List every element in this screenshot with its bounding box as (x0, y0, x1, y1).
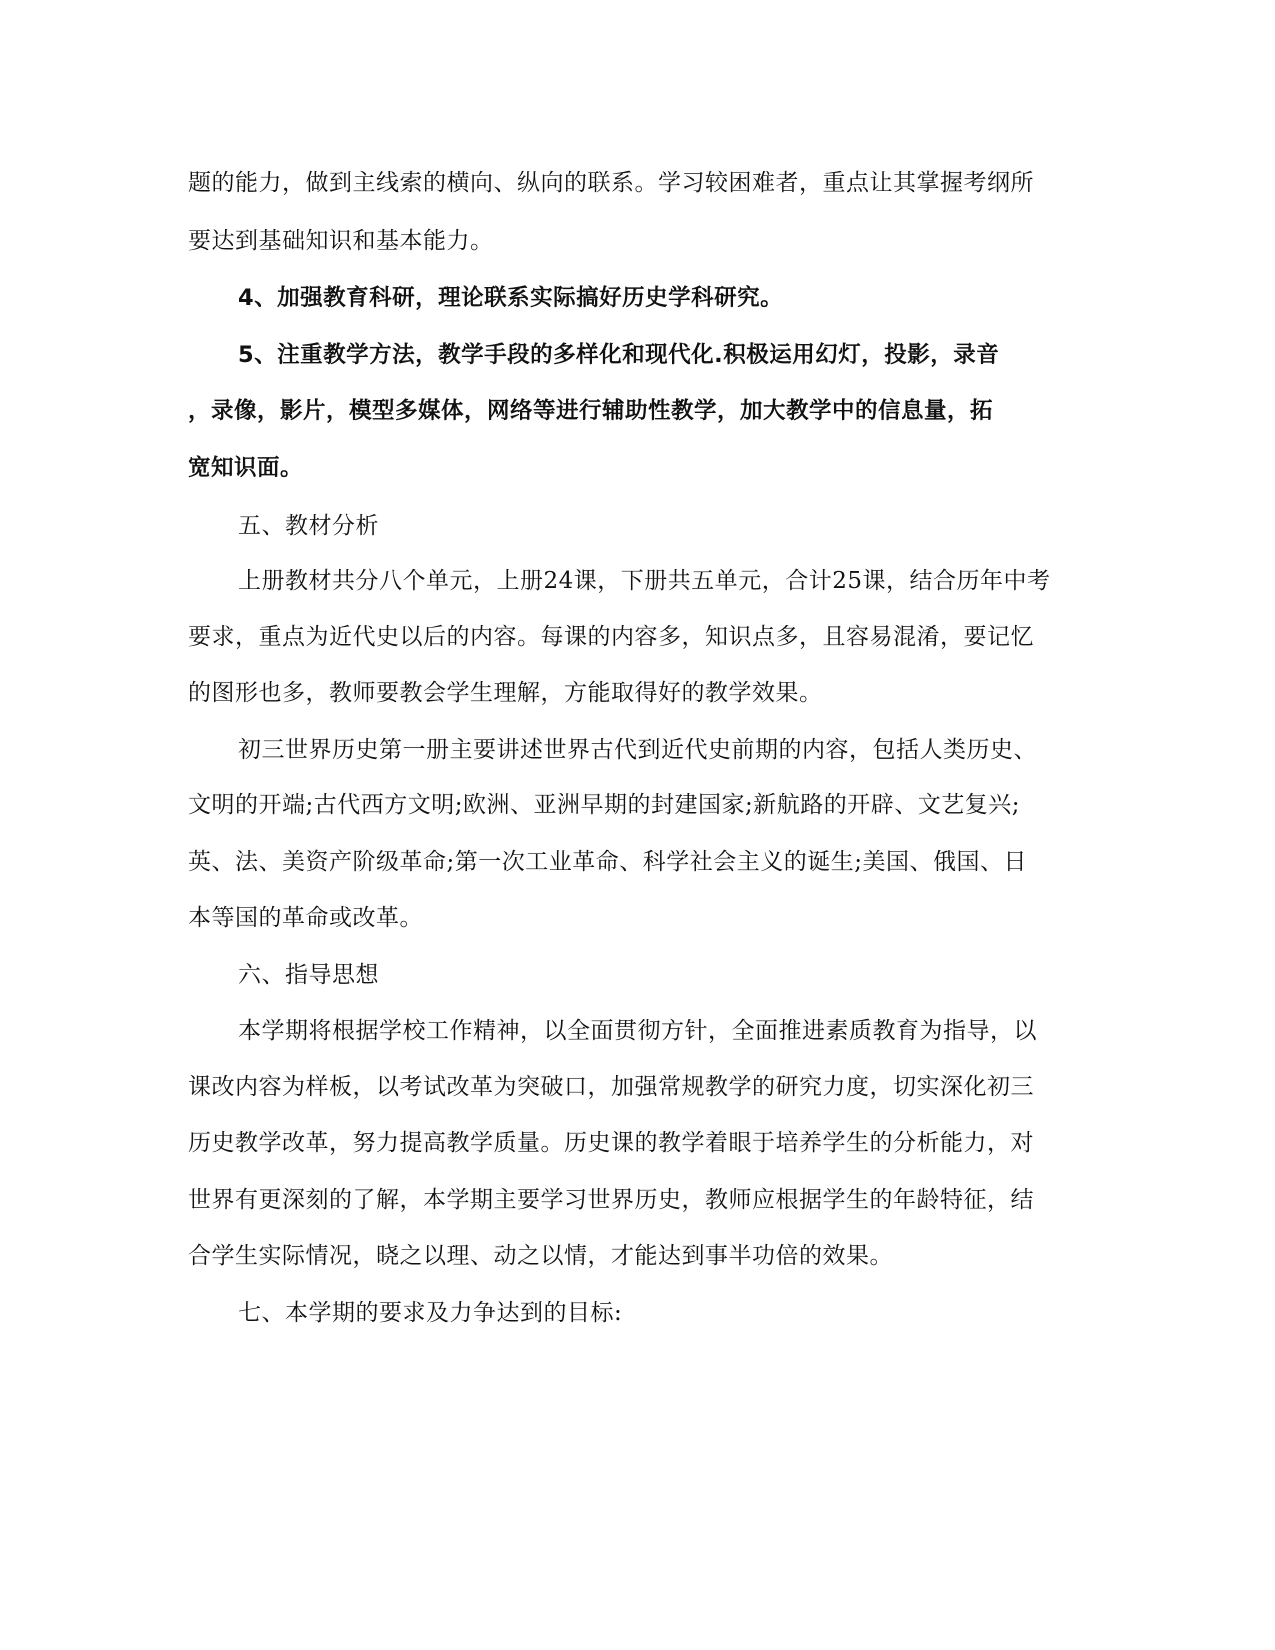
paragraph-line: 初三世界历史第一册主要讲述世界古代到近代史前期的内容，包括人类历史、 (238, 737, 1037, 763)
paragraph-line: 合学生实际情况，晓之以理、动之以情，才能达到事半功倍的效果。 (188, 1243, 893, 1269)
paragraph-line: 上册教材共分八个单元，上册24课，下册共五单元，合计25课，结合历年中考 (238, 568, 1051, 594)
paragraph-line: 文明的开端;古代西方文明;欧洲、亚洲早期的封建国家;新航路的开辟、文艺复兴; (188, 792, 1020, 818)
paragraph-line: 本学期将根据学校工作精神，以全面贯彻方针，全面推进素质教育为指导，以 (238, 1018, 1037, 1044)
paragraph-line: 课改内容为样板，以考试改革为突破口，加强常规教学的研究力度，切实深化初三 (188, 1074, 1034, 1100)
bold-item-4: 4、加强教育科研，理论联系实际搞好历史学科研究。 (238, 285, 784, 311)
paragraph-line: 英、法、美资产阶级革命;第一次工业革命、科学社会主义的诞生;美国、俄国、日 (188, 849, 1027, 875)
section-heading-materials: 五、教材分析 (238, 513, 379, 539)
bold-item-5-line: 宽知识面。 (188, 455, 304, 481)
paragraph-line: 要达到基础知识和基本能力。 (188, 228, 494, 254)
paragraph-line: 题的能力，做到主线索的横向、纵向的联系。学习较困难者，重点让其掌握考纲所 (188, 170, 1034, 196)
section-heading-guiding-ideas: 六、指导思想 (238, 962, 379, 988)
section-heading-goals: 七、本学期的要求及力争达到的目标: (238, 1300, 623, 1326)
bold-item-5: 5、注重教学方法，教学手段的多样化和现代化.积极运用幻灯，投影，录音 (238, 342, 1000, 368)
paragraph-line: 世界有更深刻的了解，本学期主要学习世界历史，教师应根据学生的年龄特征，结 (188, 1187, 1034, 1213)
bold-item-5-line: ，录像，影片，模型多媒体，网络等进行辅助性教学，加大教学中的信息量，拓 (188, 398, 994, 424)
paragraph-line: 要求，重点为近代史以后的内容。每课的内容多，知识点多，且容易混淆，要记忆 (188, 624, 1034, 650)
paragraph-line: 历史教学改革，努力提高教学质量。历史课的教学着眼于培养学生的分析能力，对 (188, 1130, 1034, 1156)
paragraph-line: 本等国的革命或改革。 (188, 905, 423, 931)
paragraph-line: 的图形也多，教师要教会学生理解，方能取得好的教学效果。 (188, 680, 823, 706)
